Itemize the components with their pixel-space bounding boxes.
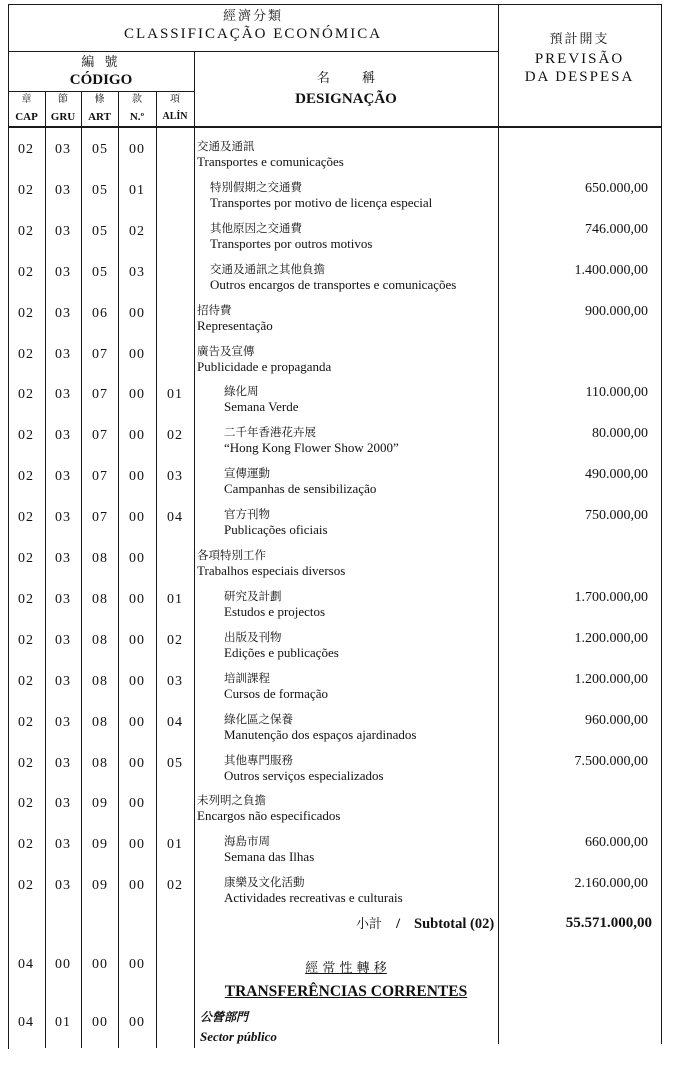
code-cap: 02 xyxy=(18,469,34,484)
col-line-5 xyxy=(194,51,195,1048)
header-divider-code xyxy=(8,91,194,92)
amount: 7.500.000,00 xyxy=(574,754,648,769)
last-row-cap: 04 xyxy=(18,1015,34,1030)
code-alin: 02 xyxy=(167,633,183,648)
amount: 490.000,00 xyxy=(585,467,648,482)
code-art: 09 xyxy=(92,796,108,811)
code-no: 00 xyxy=(129,387,145,402)
last-row-pt: Sector público xyxy=(200,1029,277,1044)
designation-pt: Semana Verde xyxy=(224,399,299,414)
code-alin: 04 xyxy=(167,715,183,730)
code-cap: 02 xyxy=(18,715,34,730)
code-no: 00 xyxy=(129,306,145,321)
section-art: 00 xyxy=(92,957,108,972)
code-cap: 02 xyxy=(18,428,34,443)
col-alin-pt: ALÍN xyxy=(162,111,188,122)
code-no: 00 xyxy=(129,592,145,607)
col-cap-pt: CAP xyxy=(15,111,38,123)
code-no: 00 xyxy=(129,796,145,811)
code-cap: 02 xyxy=(18,837,34,852)
designation-pt: Representação xyxy=(197,318,273,333)
code-gru: 03 xyxy=(55,756,71,771)
amount: 80.000,00 xyxy=(592,426,648,441)
code-no: 00 xyxy=(129,428,145,443)
code-art: 08 xyxy=(92,715,108,730)
code-no: 00 xyxy=(129,469,145,484)
table-border-right xyxy=(661,4,662,1044)
col-alin-zh: 項 xyxy=(170,94,180,105)
designation-pt: Transportes por motivo de licença especial xyxy=(210,195,433,210)
code-gru: 03 xyxy=(55,592,71,607)
amount: 110.000,00 xyxy=(585,385,648,400)
designation-pt: Estudos e projectos xyxy=(224,604,326,619)
code-art: 07 xyxy=(92,347,108,362)
code-gru: 03 xyxy=(55,387,71,402)
code-art: 05 xyxy=(92,142,108,157)
col-gru-zh: 節 xyxy=(58,94,68,105)
code-cap: 02 xyxy=(18,756,34,771)
section-no: 00 xyxy=(129,957,145,972)
name-header-zh: 名 稱 xyxy=(316,71,376,86)
code-gru: 03 xyxy=(55,510,71,525)
code-no: 00 xyxy=(129,142,145,157)
budget-header-zh: 預計開支 xyxy=(549,32,610,47)
amount: 1.400.000,00 xyxy=(574,263,648,278)
code-cap: 02 xyxy=(18,387,34,402)
designation-pt: Edições e publicações xyxy=(224,645,339,660)
code-cap: 02 xyxy=(18,510,34,525)
designation-zh: 二千年香港花卉展 xyxy=(224,425,316,439)
designation-zh: 其他專門服務 xyxy=(224,753,293,767)
amount: 2.160.000,00 xyxy=(574,876,648,891)
code-no: 01 xyxy=(129,183,145,198)
col-art-pt: ART xyxy=(88,111,111,123)
designation-pt: Outros serviços especializados xyxy=(224,768,384,783)
code-art: 05 xyxy=(92,224,108,239)
amount: 660.000,00 xyxy=(585,835,648,850)
code-art: 07 xyxy=(92,510,108,525)
code-cap: 02 xyxy=(18,674,34,689)
code-cap: 02 xyxy=(18,796,34,811)
designation-zh: 海島市周 xyxy=(224,834,270,848)
code-gru: 03 xyxy=(55,306,71,321)
code-no: 00 xyxy=(129,347,145,362)
code-cap: 02 xyxy=(18,633,34,648)
code-art: 09 xyxy=(92,837,108,852)
designation-zh: 官方刊物 xyxy=(224,507,270,521)
designation-zh: 特別假期之交通費 xyxy=(210,180,302,194)
code-no: 00 xyxy=(129,674,145,689)
budget-header-pt1: PREVISÃO xyxy=(534,51,625,67)
amount: 746.000,00 xyxy=(585,222,648,237)
designation-zh: 研究及計劃 xyxy=(224,589,282,603)
code-art: 08 xyxy=(92,592,108,607)
amount: 960.000,00 xyxy=(585,713,648,728)
designation-pt: Manutenção dos espaços ajardinados xyxy=(224,727,417,742)
designation-pt: Encargos não especificados xyxy=(197,808,341,823)
table-border-top xyxy=(8,4,661,5)
designation-pt: Actividades recreativas e culturais xyxy=(224,890,403,905)
code-gru: 03 xyxy=(55,837,71,852)
code-art: 08 xyxy=(92,674,108,689)
code-alin: 04 xyxy=(167,510,183,525)
code-alin: 03 xyxy=(167,469,183,484)
code-cap: 02 xyxy=(18,306,34,321)
designation-zh: 交通及通訊之其他負擔 xyxy=(210,262,325,276)
designation-pt: Semana das Ilhas xyxy=(224,849,315,864)
code-alin: 05 xyxy=(167,756,183,771)
econ-class-zh: 經濟分類 xyxy=(222,9,283,24)
amount: 1.700.000,00 xyxy=(574,590,648,605)
code-alin: 01 xyxy=(167,592,183,607)
code-gru: 03 xyxy=(55,551,71,566)
designation-pt: Publicações oficiais xyxy=(224,522,328,537)
last-row-zh: 公營部門 xyxy=(200,1010,249,1024)
code-gru: 03 xyxy=(55,347,71,362)
code-cap: 02 xyxy=(18,592,34,607)
code-no: 00 xyxy=(129,837,145,852)
code-cap: 02 xyxy=(18,142,34,157)
section-title-pt: TRANSFERÊNCIAS CORRENTES xyxy=(224,983,468,1000)
code-gru: 03 xyxy=(55,878,71,893)
code-gru: 03 xyxy=(55,183,71,198)
designation-pt: Trabalhos especiais diversos xyxy=(197,563,346,578)
code-art: 05 xyxy=(92,183,108,198)
code-no: 00 xyxy=(129,551,145,566)
amount: 900.000,00 xyxy=(585,304,648,319)
section-gru: 00 xyxy=(55,957,71,972)
section-title-zh: 經 常 性 轉 移 xyxy=(305,961,387,976)
code-alin: 02 xyxy=(167,878,183,893)
code-no: 00 xyxy=(129,878,145,893)
designation-zh: 各項特別工作 xyxy=(197,548,266,562)
designation-zh: 未列明之負擔 xyxy=(197,793,266,807)
code-art: 08 xyxy=(92,551,108,566)
designation-pt: Campanhas de sensibilização xyxy=(224,481,377,496)
header-bottom-line xyxy=(8,126,661,128)
code-gru: 03 xyxy=(55,674,71,689)
designation-zh: 出版及刊物 xyxy=(224,630,282,644)
header-divider-econ xyxy=(8,51,498,52)
code-cap: 02 xyxy=(18,183,34,198)
code-art: 09 xyxy=(92,878,108,893)
col-no-pt: N.º xyxy=(129,111,145,123)
col-line-6 xyxy=(498,4,499,1044)
subtotal-amount: 55.571.000,00 xyxy=(565,915,652,931)
designation-zh: 交通及通訊 xyxy=(197,139,255,153)
designation-zh: 綠化周 xyxy=(224,384,259,398)
code-cap: 02 xyxy=(18,224,34,239)
code-no: 00 xyxy=(129,715,145,730)
amount: 750.000,00 xyxy=(585,508,648,523)
code-no: 03 xyxy=(129,265,145,280)
code-art: 05 xyxy=(92,265,108,280)
code-alin: 01 xyxy=(167,387,183,402)
last-row-art: 00 xyxy=(92,1015,108,1030)
section-cap: 04 xyxy=(18,957,34,972)
designation-pt: Transportes e comunicações xyxy=(197,154,344,169)
code-cap: 02 xyxy=(18,347,34,362)
subtotal-separator: / xyxy=(396,916,401,932)
amount: 1.200.000,00 xyxy=(574,672,648,687)
designation-zh: 宣傳運動 xyxy=(224,466,270,480)
designation-pt: Transportes por outros motivos xyxy=(210,236,373,251)
last-row-no: 00 xyxy=(129,1015,145,1030)
code-cap: 02 xyxy=(18,878,34,893)
code-art: 08 xyxy=(92,633,108,648)
code-alin: 01 xyxy=(167,837,183,852)
code-art: 08 xyxy=(92,756,108,771)
designation-zh: 廣告及宣傳 xyxy=(197,344,255,358)
col-art-zh: 條 xyxy=(94,94,105,105)
designation-zh: 招待費 xyxy=(197,303,232,317)
code-gru: 03 xyxy=(55,142,71,157)
last-row-gru: 01 xyxy=(55,1015,71,1030)
code-art: 07 xyxy=(92,469,108,484)
code-art: 07 xyxy=(92,428,108,443)
code-header-pt: CÓDIGO xyxy=(69,72,133,88)
code-no: 02 xyxy=(129,224,145,239)
designation-zh: 培訓課程 xyxy=(224,671,270,685)
code-no: 00 xyxy=(129,510,145,525)
code-alin: 03 xyxy=(167,674,183,689)
designation-zh: 綠化區之保養 xyxy=(224,712,293,726)
econ-class-pt: CLASSIFICAÇÃO ECONÓMICA xyxy=(123,26,383,42)
code-cap: 02 xyxy=(18,551,34,566)
designation-zh: 其他原因之交通費 xyxy=(210,221,302,235)
code-gru: 03 xyxy=(55,715,71,730)
name-header-pt: DESIGNAÇÃO xyxy=(295,91,397,107)
code-gru: 03 xyxy=(55,224,71,239)
subtotal-label-pt: Subtotal (02) xyxy=(414,916,495,932)
code-art: 07 xyxy=(92,387,108,402)
code-gru: 03 xyxy=(55,633,71,648)
code-gru: 03 xyxy=(55,469,71,484)
code-header-zh: 編 號 xyxy=(81,55,121,70)
code-no: 00 xyxy=(129,756,145,771)
amount: 1.200.000,00 xyxy=(574,631,648,646)
code-alin: 02 xyxy=(167,428,183,443)
designation-pt: “Hong Kong Flower Show 2000” xyxy=(224,440,399,455)
code-gru: 03 xyxy=(55,265,71,280)
code-gru: 03 xyxy=(55,428,71,443)
col-no-zh: 款 xyxy=(132,94,142,105)
budget-header-pt2: DA DESPESA xyxy=(524,69,635,85)
subtotal-label-zh: 小計 xyxy=(356,917,383,932)
col-gru-pt: GRU xyxy=(50,111,76,123)
code-art: 06 xyxy=(92,306,108,321)
designation-zh: 康樂及文化活動 xyxy=(224,875,305,889)
amount: 650.000,00 xyxy=(585,181,648,196)
designation-pt: Cursos de formação xyxy=(224,686,328,701)
col-cap-zh: 章 xyxy=(21,94,32,105)
code-gru: 03 xyxy=(55,796,71,811)
designation-pt: Publicidade e propaganda xyxy=(197,359,332,374)
code-no: 00 xyxy=(129,633,145,648)
designation-pt: Outros encargos de transportes e comunicações xyxy=(210,277,457,292)
code-cap: 02 xyxy=(18,265,34,280)
